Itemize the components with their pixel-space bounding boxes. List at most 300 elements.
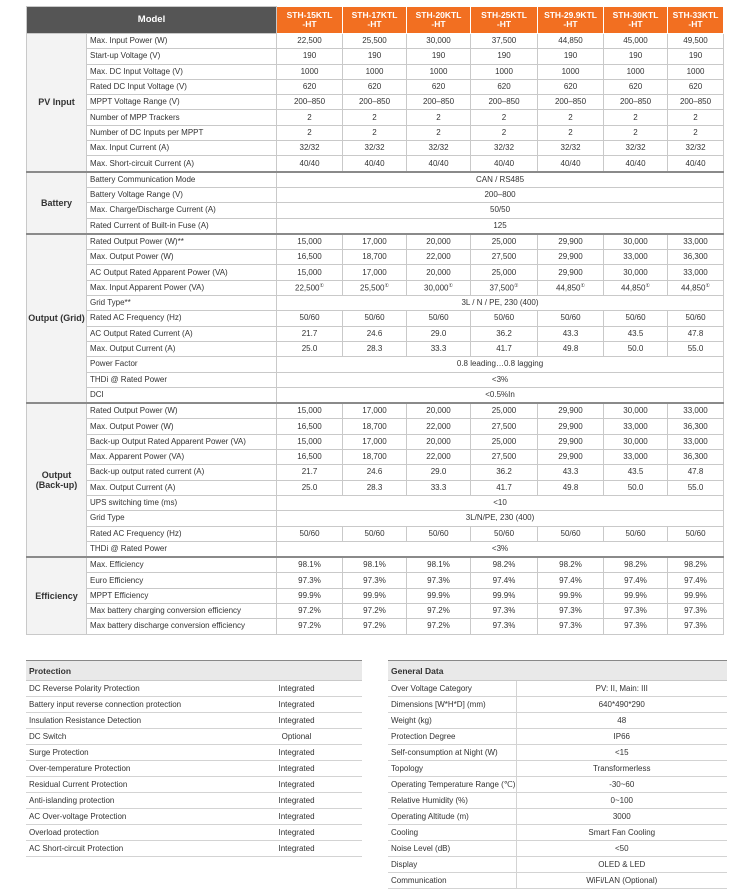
item-label: Display <box>388 857 516 873</box>
parameter-value: 97.2% <box>343 619 407 634</box>
parameter-value: 33.3 <box>407 341 471 356</box>
parameter-value: 32/32 <box>471 141 538 156</box>
parameter-value: 18,700 <box>343 250 407 265</box>
spec-row <box>27 250 724 265</box>
parameter-value: 25,500① <box>343 280 407 295</box>
protection-row <box>26 761 362 777</box>
parameter-value: 190 <box>343 49 407 64</box>
parameter-name: THDi @ Rated Power <box>87 541 277 557</box>
parameter-value: 98.1% <box>343 557 407 573</box>
parameter-value: 97.4% <box>668 573 724 588</box>
spec-row <box>27 341 724 356</box>
parameter-value: 21.7 <box>277 465 343 480</box>
parameter-value: 33,000 <box>668 265 724 280</box>
parameter-name: Max battery discharge conversion efficiency <box>87 619 277 634</box>
parameter-value: 32/32 <box>407 141 471 156</box>
protection-table <box>26 660 362 857</box>
parameter-value: 97.4% <box>538 573 604 588</box>
protection-row <box>26 777 362 793</box>
parameter-value: 33,000 <box>604 419 668 434</box>
parameter-value: 30,000 <box>604 265 668 280</box>
general-data-row <box>388 761 727 777</box>
parameter-value: 28.3 <box>343 341 407 356</box>
spec-row <box>27 557 724 573</box>
parameter-name: Euro Efficiency <box>87 573 277 588</box>
spec-row <box>27 49 724 64</box>
spec-row <box>27 296 724 311</box>
parameter-value: 22,000 <box>407 450 471 465</box>
model-name-line: -HT <box>496 19 512 29</box>
parameter-value: 40/40 <box>604 156 668 172</box>
parameter-name: Max. Charge/Discharge Current (A) <box>87 203 277 218</box>
parameter-name: Max. Short-circuit Current (A) <box>87 156 277 172</box>
spec-row <box>27 311 724 326</box>
item-label: Topology <box>388 761 516 777</box>
parameter-value: 25.0 <box>277 480 343 495</box>
parameter-value: 25,000 <box>471 434 538 449</box>
parameter-name: UPS switching time (ms) <box>87 495 277 510</box>
parameter-value: 22,000 <box>407 250 471 265</box>
parameter-name: Number of MPP Trackers <box>87 110 277 125</box>
model-name-line: STH-20KTL <box>415 9 462 20</box>
model-name-line: STH-17KTL <box>351 9 398 20</box>
parameter-value: 99.9% <box>471 588 538 603</box>
spec-row <box>27 495 724 510</box>
parameter-value: 97.3% <box>407 573 471 588</box>
parameter-name: Max. Input Current (A) <box>87 141 277 156</box>
spec-body <box>27 34 724 635</box>
parameter-name: Grid Type** <box>87 296 277 311</box>
item-label: Self-consumption at Night (W) <box>388 745 516 761</box>
footnote-marker: ① <box>384 282 389 289</box>
parameter-value: 24.6 <box>343 326 407 341</box>
parameter-value: 97.3% <box>538 619 604 634</box>
item-value: Integrated <box>231 761 362 777</box>
parameter-value: 32/32 <box>538 141 604 156</box>
parameter-value: 37,500① <box>471 280 538 295</box>
item-value: Integrated <box>231 793 362 809</box>
parameter-value: 190 <box>538 49 604 64</box>
parameter-value: 620 <box>407 79 471 94</box>
item-label: Battery input reverse connection protection <box>26 697 231 713</box>
item-value: 48 <box>516 713 727 729</box>
parameter-value: 97.2% <box>277 603 343 618</box>
parameter-value: 47.8 <box>668 326 724 341</box>
spec-row <box>27 280 724 295</box>
parameter-value: 33.3 <box>407 480 471 495</box>
parameter-value: 2 <box>538 125 604 140</box>
model-name-line: STH-33KTL <box>672 9 719 20</box>
parameter-value: 99.9% <box>407 588 471 603</box>
spec-table <box>26 6 724 635</box>
parameter-name: Start-up Voltage (V) <box>87 49 277 64</box>
model-header-row <box>27 7 724 34</box>
parameter-name: Max. Output Power (W) <box>87 250 277 265</box>
item-value: Integrated <box>231 777 362 793</box>
spec-row <box>27 419 724 434</box>
parameter-value-all: <3% <box>277 541 724 557</box>
parameter-value-all: CAN / RS485 <box>277 172 724 188</box>
parameter-name: Max. Output Power (W) <box>87 419 277 434</box>
parameter-value: 190 <box>471 49 538 64</box>
parameter-value: 97.3% <box>604 619 668 634</box>
parameter-value: 55.0 <box>668 341 724 356</box>
parameter-value: 22,500① <box>277 280 343 295</box>
parameter-value: 99.9% <box>668 588 724 603</box>
parameter-value: 40/40 <box>407 156 471 172</box>
parameter-value: 40/40 <box>668 156 724 172</box>
spec-row <box>27 187 724 202</box>
parameter-value: 620 <box>343 79 407 94</box>
parameter-value: 50/60 <box>407 311 471 326</box>
parameter-value: 2 <box>538 110 604 125</box>
model-header-cell <box>407 7 471 34</box>
parameter-value: 15,000 <box>277 265 343 280</box>
group-label: Battery <box>27 172 87 234</box>
parameter-value: 190 <box>407 49 471 64</box>
item-label: Anti-islanding protection <box>26 793 231 809</box>
parameter-value: 40/40 <box>538 156 604 172</box>
spec-row <box>27 64 724 79</box>
item-value: 3000 <box>516 809 727 825</box>
parameter-name: Back-up output rated current (A) <box>87 465 277 480</box>
item-label: Operating Temperature Range (℃) <box>388 777 516 793</box>
parameter-value: 16,500 <box>277 250 343 265</box>
parameter-value: 1000 <box>604 64 668 79</box>
item-value: WiFi/LAN (Optional) <box>516 873 727 889</box>
spec-row <box>27 450 724 465</box>
parameter-value: 20,000 <box>407 434 471 449</box>
footnote-marker: ① <box>580 282 585 289</box>
parameter-value: 97.3% <box>668 619 724 634</box>
spec-row <box>27 203 724 218</box>
parameter-value: 50/60 <box>668 526 724 541</box>
footnote-marker: ① <box>514 282 519 289</box>
parameter-value: 200–850 <box>343 95 407 110</box>
item-label: AC Short-circuit Protection <box>26 841 231 857</box>
spec-row <box>27 234 724 250</box>
parameter-value: 16,500 <box>277 419 343 434</box>
parameter-value: 30,000 <box>407 34 471 49</box>
parameter-name: Battery Voltage Range (V) <box>87 187 277 202</box>
parameter-value: 2 <box>471 125 538 140</box>
item-value: Integrated <box>231 681 362 697</box>
parameter-value: 43.5 <box>604 326 668 341</box>
model-header-cell <box>343 7 407 34</box>
general-data-row <box>388 873 727 889</box>
parameter-value-all: 3L / N / PE, 230 (400) <box>277 296 724 311</box>
model-header: Model <box>27 7 277 34</box>
parameter-value: 32/32 <box>343 141 407 156</box>
parameter-value: 50.0 <box>604 341 668 356</box>
parameter-name: DCI <box>87 387 277 403</box>
parameter-value: 50/60 <box>407 526 471 541</box>
parameter-name: Max. DC Input Voltage (V) <box>87 64 277 79</box>
spec-row <box>27 573 724 588</box>
parameter-value: 27,500 <box>471 450 538 465</box>
parameter-value: 98.2% <box>471 557 538 573</box>
parameter-name: Max. Efficiency <box>87 557 277 573</box>
protection-row <box>26 793 362 809</box>
parameter-value: 50/60 <box>471 311 538 326</box>
spec-row <box>27 172 724 188</box>
spec-row <box>27 541 724 557</box>
parameter-value: 36.2 <box>471 465 538 480</box>
parameter-value: 25,000 <box>471 265 538 280</box>
parameter-name: Max battery charging conversion efficiency <box>87 603 277 618</box>
parameter-name: THDi @ Rated Power <box>87 372 277 387</box>
parameter-value: 99.9% <box>277 588 343 603</box>
parameter-name: Grid Type <box>87 511 277 526</box>
item-label: Over-temperature Protection <box>26 761 231 777</box>
parameter-value: 33,000 <box>668 403 724 419</box>
parameter-value: 43.3 <box>538 326 604 341</box>
parameter-value: 620 <box>668 79 724 94</box>
parameter-value: 2 <box>407 125 471 140</box>
model-name-line: STH-29.9KTL <box>544 9 597 20</box>
item-value: Smart Fan Cooling <box>516 825 727 841</box>
item-label: AC Over-voltage Protection <box>26 809 231 825</box>
footnote-marker: ① <box>645 282 650 289</box>
parameter-value: 2 <box>668 110 724 125</box>
item-label: Noise Level (dB) <box>388 841 516 857</box>
parameter-value: 32/32 <box>277 141 343 156</box>
model-header-cell <box>277 7 343 34</box>
item-label: DC Reverse Polarity Protection <box>26 681 231 697</box>
parameter-value: 1000 <box>277 64 343 79</box>
item-label: Weight (kg) <box>388 713 516 729</box>
item-value: IP66 <box>516 729 727 745</box>
parameter-value-all: 200–800 <box>277 187 724 202</box>
parameter-name: AC Output Rated Current (A) <box>87 326 277 341</box>
parameter-value: 55.0 <box>668 480 724 495</box>
group-label: Output (Back-up) <box>27 403 87 557</box>
parameter-value: 40/40 <box>343 156 407 172</box>
model-name-line: -HT <box>302 19 317 29</box>
general-data-row <box>388 681 727 697</box>
parameter-value: 20,000 <box>407 265 471 280</box>
parameter-value: 50/60 <box>604 311 668 326</box>
parameter-value: 49,500 <box>668 34 724 49</box>
parameter-value: 50/60 <box>668 311 724 326</box>
parameter-value: 44,850① <box>538 280 604 295</box>
parameter-value: 620 <box>538 79 604 94</box>
spec-row <box>27 95 724 110</box>
parameter-value: 29,900 <box>538 450 604 465</box>
parameter-value: 33,000 <box>604 450 668 465</box>
parameter-value: 30,000 <box>604 434 668 449</box>
parameter-value: 50/60 <box>538 311 604 326</box>
spec-row <box>27 403 724 419</box>
parameter-value: 44,850 <box>538 34 604 49</box>
group-label: Output (Grid) <box>27 234 87 403</box>
spec-row <box>27 125 724 140</box>
parameter-value: 36,300 <box>668 250 724 265</box>
parameter-value: 200–850 <box>407 95 471 110</box>
parameter-value: 50.0 <box>604 480 668 495</box>
parameter-value: 620 <box>277 79 343 94</box>
parameter-value: 97.4% <box>471 573 538 588</box>
parameter-value: 2 <box>668 125 724 140</box>
parameter-value: 30,000 <box>604 234 668 250</box>
parameter-value: 36,300 <box>668 419 724 434</box>
parameter-value: 99.9% <box>538 588 604 603</box>
protection-row <box>26 729 362 745</box>
item-value: 640*490*290 <box>516 697 727 713</box>
parameter-value: 30,000① <box>407 280 471 295</box>
parameter-value: 99.9% <box>343 588 407 603</box>
item-label: DC Switch <box>26 729 231 745</box>
parameter-value: 620 <box>604 79 668 94</box>
parameter-name: Rated Output Power (W) <box>87 403 277 419</box>
protection-row <box>26 841 362 857</box>
parameter-value: 25,000 <box>471 234 538 250</box>
parameter-value: 40/40 <box>471 156 538 172</box>
parameter-value: 200–850 <box>604 95 668 110</box>
parameter-name: Battery Communication Mode <box>87 172 277 188</box>
parameter-value: 45,000 <box>604 34 668 49</box>
parameter-value: 29,900 <box>538 434 604 449</box>
item-value: <15 <box>516 745 727 761</box>
item-value: Integrated <box>231 713 362 729</box>
spec-row <box>27 34 724 49</box>
spec-row <box>27 372 724 387</box>
model-name-line: -HT <box>563 19 578 29</box>
parameter-value: 28.3 <box>343 480 407 495</box>
parameter-name: Max. Apparent Power (VA) <box>87 450 277 465</box>
protection-row <box>26 713 362 729</box>
parameter-value: 99.9% <box>604 588 668 603</box>
protection-row <box>26 745 362 761</box>
protection-title: Protection <box>26 661 362 681</box>
parameter-value: 2 <box>277 125 343 140</box>
item-value: Optional <box>231 729 362 745</box>
parameter-value: 41.7 <box>471 341 538 356</box>
parameter-value: 17,000 <box>343 434 407 449</box>
parameter-value: 29,900 <box>538 234 604 250</box>
parameter-value: 1000 <box>538 64 604 79</box>
parameter-value: 2 <box>604 125 668 140</box>
parameter-value: 40/40 <box>277 156 343 172</box>
general-data-row <box>388 825 727 841</box>
item-label: Over Voltage Category <box>388 681 516 697</box>
general-data-table <box>388 660 727 889</box>
parameter-value: 17,000 <box>343 265 407 280</box>
item-value: Integrated <box>231 841 362 857</box>
general-data-row <box>388 713 727 729</box>
parameter-value: 37,500 <box>471 34 538 49</box>
item-label: Cooling <box>388 825 516 841</box>
parameter-value: 25,500 <box>343 34 407 49</box>
general-data-row <box>388 793 727 809</box>
parameter-value: 36,300 <box>668 450 724 465</box>
parameter-value: 49.8 <box>538 480 604 495</box>
item-label: Communication <box>388 873 516 889</box>
parameter-value: 30,000 <box>604 403 668 419</box>
parameter-value: 97.2% <box>343 603 407 618</box>
parameter-value: 15,000 <box>277 403 343 419</box>
parameter-name: MPPT Efficiency <box>87 588 277 603</box>
general-data-row <box>388 777 727 793</box>
parameter-value: 49.8 <box>538 341 604 356</box>
parameter-value: 98.2% <box>668 557 724 573</box>
model-header-cell <box>538 7 604 34</box>
parameter-value: 17,000 <box>343 403 407 419</box>
general-data-row <box>388 697 727 713</box>
parameter-value: 190 <box>604 49 668 64</box>
model-header-cell <box>668 7 724 34</box>
group-label: Efficiency <box>27 557 87 634</box>
parameter-value-all: <10 <box>277 495 724 510</box>
parameter-value: 32/32 <box>604 141 668 156</box>
parameter-value-all: 50/50 <box>277 203 724 218</box>
parameter-value: 97.2% <box>407 603 471 618</box>
parameter-value: 2 <box>277 110 343 125</box>
parameter-value: 98.2% <box>604 557 668 573</box>
parameter-value: 50/60 <box>277 311 343 326</box>
parameter-name: Back-up Output Rated Apparent Power (VA) <box>87 434 277 449</box>
parameter-value: 43.3 <box>538 465 604 480</box>
parameter-value: 50/60 <box>538 526 604 541</box>
parameter-value: 190 <box>277 49 343 64</box>
item-label: Surge Protection <box>26 745 231 761</box>
general-data-row <box>388 809 727 825</box>
general-data-title: General Data <box>388 661 727 681</box>
parameter-value: 18,700 <box>343 419 407 434</box>
parameter-value: 1000 <box>407 64 471 79</box>
parameter-value-all: 0.8 leading…0.8 lagging <box>277 357 724 372</box>
parameter-value: 97.3% <box>471 603 538 618</box>
parameter-value: 620 <box>471 79 538 94</box>
item-value: 0~100 <box>516 793 727 809</box>
item-value: PV: II, Main: III <box>516 681 727 697</box>
parameter-value-all: <0.5%In <box>277 387 724 403</box>
spec-row <box>27 434 724 449</box>
parameter-value: 97.2% <box>277 619 343 634</box>
item-value: <50 <box>516 841 727 857</box>
item-value: Integrated <box>231 809 362 825</box>
parameter-value-all: 3L/N/PE, 230 (400) <box>277 511 724 526</box>
parameter-value: 22,500 <box>277 34 343 49</box>
footnote-marker: ① <box>319 282 324 289</box>
parameter-value: 43.5 <box>604 465 668 480</box>
parameter-value: 44,850① <box>668 280 724 295</box>
parameter-value: 2 <box>407 110 471 125</box>
model-name-line: STH-15KTL <box>286 9 333 20</box>
spec-row <box>27 218 724 234</box>
parameter-value: 29,900 <box>538 403 604 419</box>
parameter-value: 2 <box>343 110 407 125</box>
spec-row <box>27 357 724 372</box>
parameter-name: Rated DC Input Voltage (V) <box>87 79 277 94</box>
parameter-value: 29.0 <box>407 326 471 341</box>
parameter-name: Rated Output Power (W)** <box>87 234 277 250</box>
parameter-value: 2 <box>343 125 407 140</box>
parameter-name: Max. Input Power (W) <box>87 34 277 49</box>
parameter-value: 2 <box>471 110 538 125</box>
parameter-value: 97.4% <box>604 573 668 588</box>
parameter-name: Max. Output Current (A) <box>87 341 277 356</box>
item-value: Integrated <box>231 745 362 761</box>
general-data-row <box>388 841 727 857</box>
item-value: Transformerless <box>516 761 727 777</box>
parameter-value: 27,500 <box>471 250 538 265</box>
spec-row <box>27 619 724 634</box>
parameter-value: 29,900 <box>538 265 604 280</box>
parameter-value: 15,000 <box>277 234 343 250</box>
parameter-value: 41.7 <box>471 480 538 495</box>
model-name-line: -HT <box>688 19 703 29</box>
